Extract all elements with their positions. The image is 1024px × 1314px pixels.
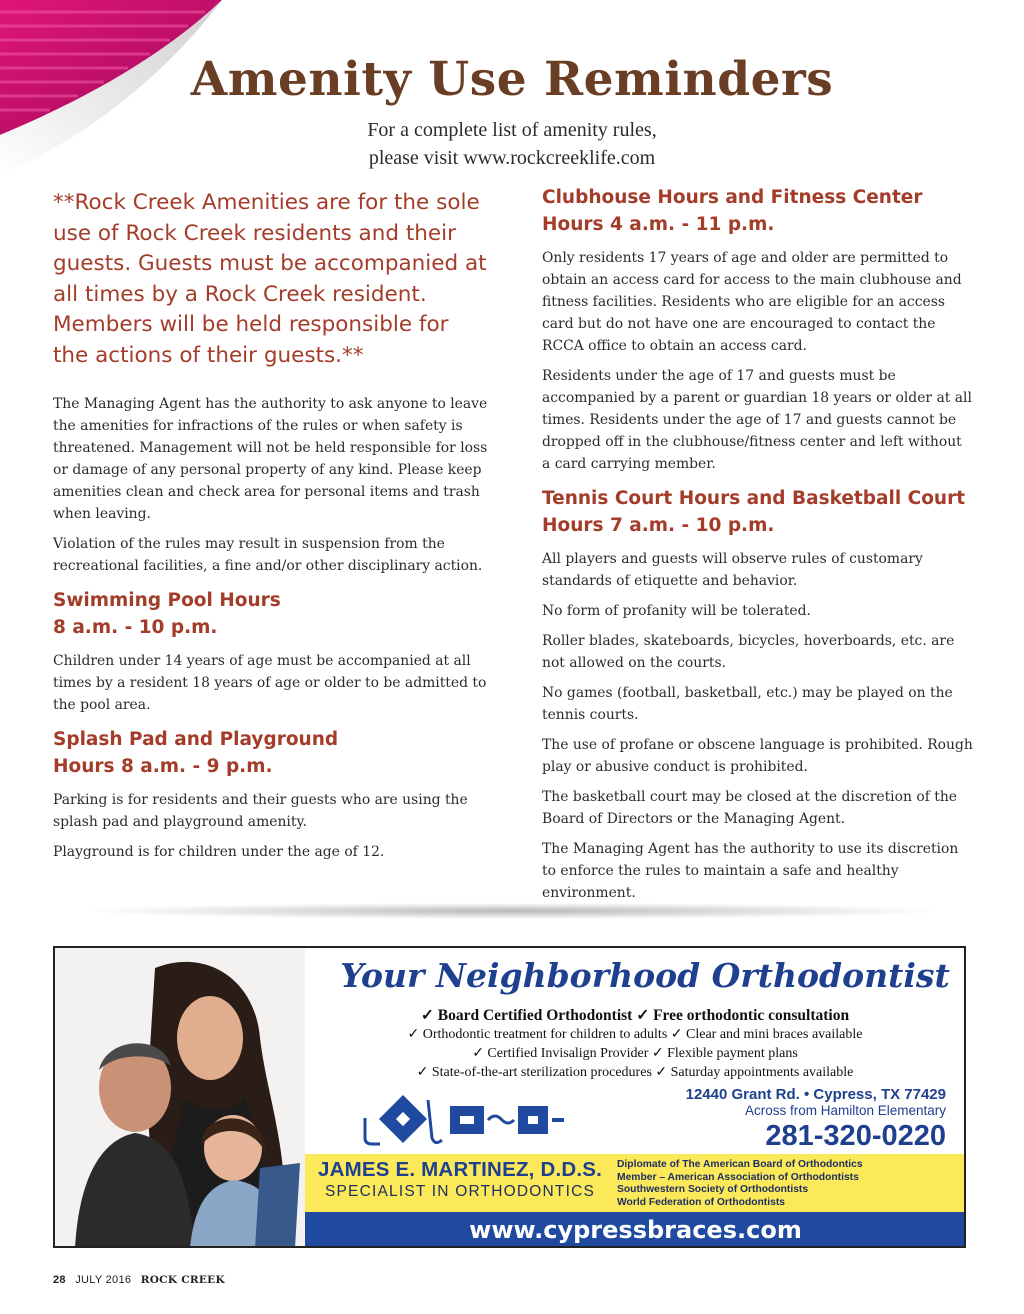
website-link[interactable]: www.cypressbraces.com	[305, 1212, 966, 1248]
heading-hours: Hours 4 a.m. - 11 p.m.	[542, 214, 775, 235]
doctor-specialty: SPECIALIST IN ORTHODONTICS	[324, 1183, 596, 1200]
page-number: 28	[53, 1274, 66, 1286]
heading-hours: 8 a.m. - 10 p.m.	[53, 617, 218, 638]
credential-item: Southwestern Society of Orthodontists	[617, 1184, 809, 1196]
intro-notice: **Rock Creek Amenities are for the sole use of Rock Creek residents and their guests. Guests must be accompanied at all times by a Rock Creek resident. Members will be held responsible for the actions of their guests.**	[53, 190, 487, 368]
paragraph: No form of profanity will be tolerated.	[542, 603, 811, 619]
page-subtitle	[0, 116, 1024, 172]
ad-features-list	[305, 1006, 965, 1082]
clubhouse-heading	[542, 184, 974, 238]
right-column	[542, 184, 974, 912]
ad-yellow-band	[305, 1154, 966, 1212]
heading-hours: Hours 7 a.m. - 10 p.m.	[542, 515, 775, 536]
paragraph: The Managing Agent has the authority to use its discretion to enforce the rules to maintain a safe and healthy environment.	[542, 841, 959, 901]
subtitle-website-line: please visit www.rockcreeklife.com	[368, 147, 656, 169]
paragraph: Residents under the age of 17 and guests must be accompanied by a parent or guardian 18 years or older at all times. Residents under the age of 17 and guests cannot be dropped off in the clubhouse/fitness center and left without a card carrying member.	[542, 368, 972, 472]
page-title: Amenity Use Reminders	[190, 52, 834, 107]
heading-line: Splash Pad and Playground	[53, 729, 339, 750]
ad-address-block	[686, 1086, 946, 1153]
left-column	[53, 184, 489, 871]
braces-logo-icon	[360, 1090, 570, 1150]
credential-item: Diplomate of The American Board of Orthodontics	[617, 1159, 863, 1170]
ad-headline: Your Neighborhood Orthodontist	[340, 956, 950, 995]
doctor-name: JAMES E. MARTINEZ, D.D.S.	[317, 1158, 603, 1181]
heading-line: Clubhouse Hours and Fitness Center	[542, 187, 923, 208]
family-photo	[55, 948, 305, 1248]
credential-item: Member – American Association of Orthodontists	[617, 1171, 859, 1183]
paragraph: The use of profane or obscene language is prohibited. Rough play or abusive conduct is prohibited.	[542, 737, 973, 775]
paragraph: The Managing Agent has the authority to ask anyone to leave the amenities for infractions of the rules or when safety is threatened. Management will not be held responsible for loss or damage of any personal property of any kind. Please keep amenities clean and check area for personal items and trash when leaving.	[53, 396, 488, 522]
orthodontist-advertisement	[53, 946, 966, 1248]
phone-number: 281-320-0220	[765, 1120, 946, 1152]
paragraph: Playground is for children under the age of 12.	[53, 844, 385, 860]
subtitle-line: For a complete list of amenity rules,	[367, 119, 657, 141]
section-divider	[90, 903, 940, 919]
paragraph: The basketball court may be closed at the discretion of the Board of Directors or the Managing Agent.	[542, 789, 958, 827]
splash-heading	[53, 726, 489, 780]
paragraph: Parking is for residents and their guests who are using the splash pad and playground amenity.	[53, 792, 468, 830]
issue-date: JULY 2016	[75, 1274, 132, 1286]
feature-line: ✓ Orthodontic treatment for children to adults ✓ Clear and mini braces available	[407, 1027, 863, 1042]
feature-line: ✓ Board Certified Orthodontist ✓ Free orthodontic consultation	[420, 1007, 850, 1024]
feature-line: ✓ Certified Invisalign Provider ✓ Flexible payment plans	[472, 1046, 798, 1061]
credentials-list	[617, 1159, 957, 1209]
paragraph: All players and guests will observe rules of customary standards of etiquette and behavior.	[542, 551, 923, 589]
tennis-heading	[542, 485, 974, 539]
heading-hours: Hours 8 a.m. - 9 p.m.	[53, 756, 273, 777]
paragraph: Children under 14 years of age must be accompanied at all times by a resident 18 years of age or older to be admitted to the pool area.	[53, 653, 487, 713]
pool-heading	[53, 587, 489, 641]
heading-line: Tennis Court Hours and Basketball Court	[542, 488, 966, 509]
feature-line: ✓ State-of-the-art sterilization procedures ✓ Saturday appointments available	[416, 1065, 854, 1080]
paragraph: No games (football, basketball, etc.) may be played on the tennis courts.	[542, 685, 953, 723]
doctor-block	[315, 1158, 605, 1201]
paragraph: Roller blades, skateboards, bicycles, hoverboards, etc. are not allowed on the courts.	[542, 633, 955, 671]
paragraph: Only residents 17 years of age and older are permitted to obtain an access card for access to the main clubhouse and fitness facilities. Residents who are eligible for an access card but do not have one are encouraged to contact the RCCA office to obtain an access card.	[542, 250, 962, 354]
heading-line: Swimming Pool Hours	[53, 590, 281, 611]
credential-item: World Federation of Orthodontists	[617, 1196, 785, 1208]
magazine-name: ROCK CREEK	[140, 1274, 225, 1286]
landmark-text: Across from Hamilton Elementary	[744, 1103, 946, 1118]
street-address: 12440 Grant Rd. • Cypress, TX 77429	[685, 1086, 946, 1103]
page-footer	[53, 1274, 225, 1286]
paragraph: Violation of the rules may result in suspension from the recreational facilities, a fine and/or other disciplinary action.	[53, 536, 483, 574]
